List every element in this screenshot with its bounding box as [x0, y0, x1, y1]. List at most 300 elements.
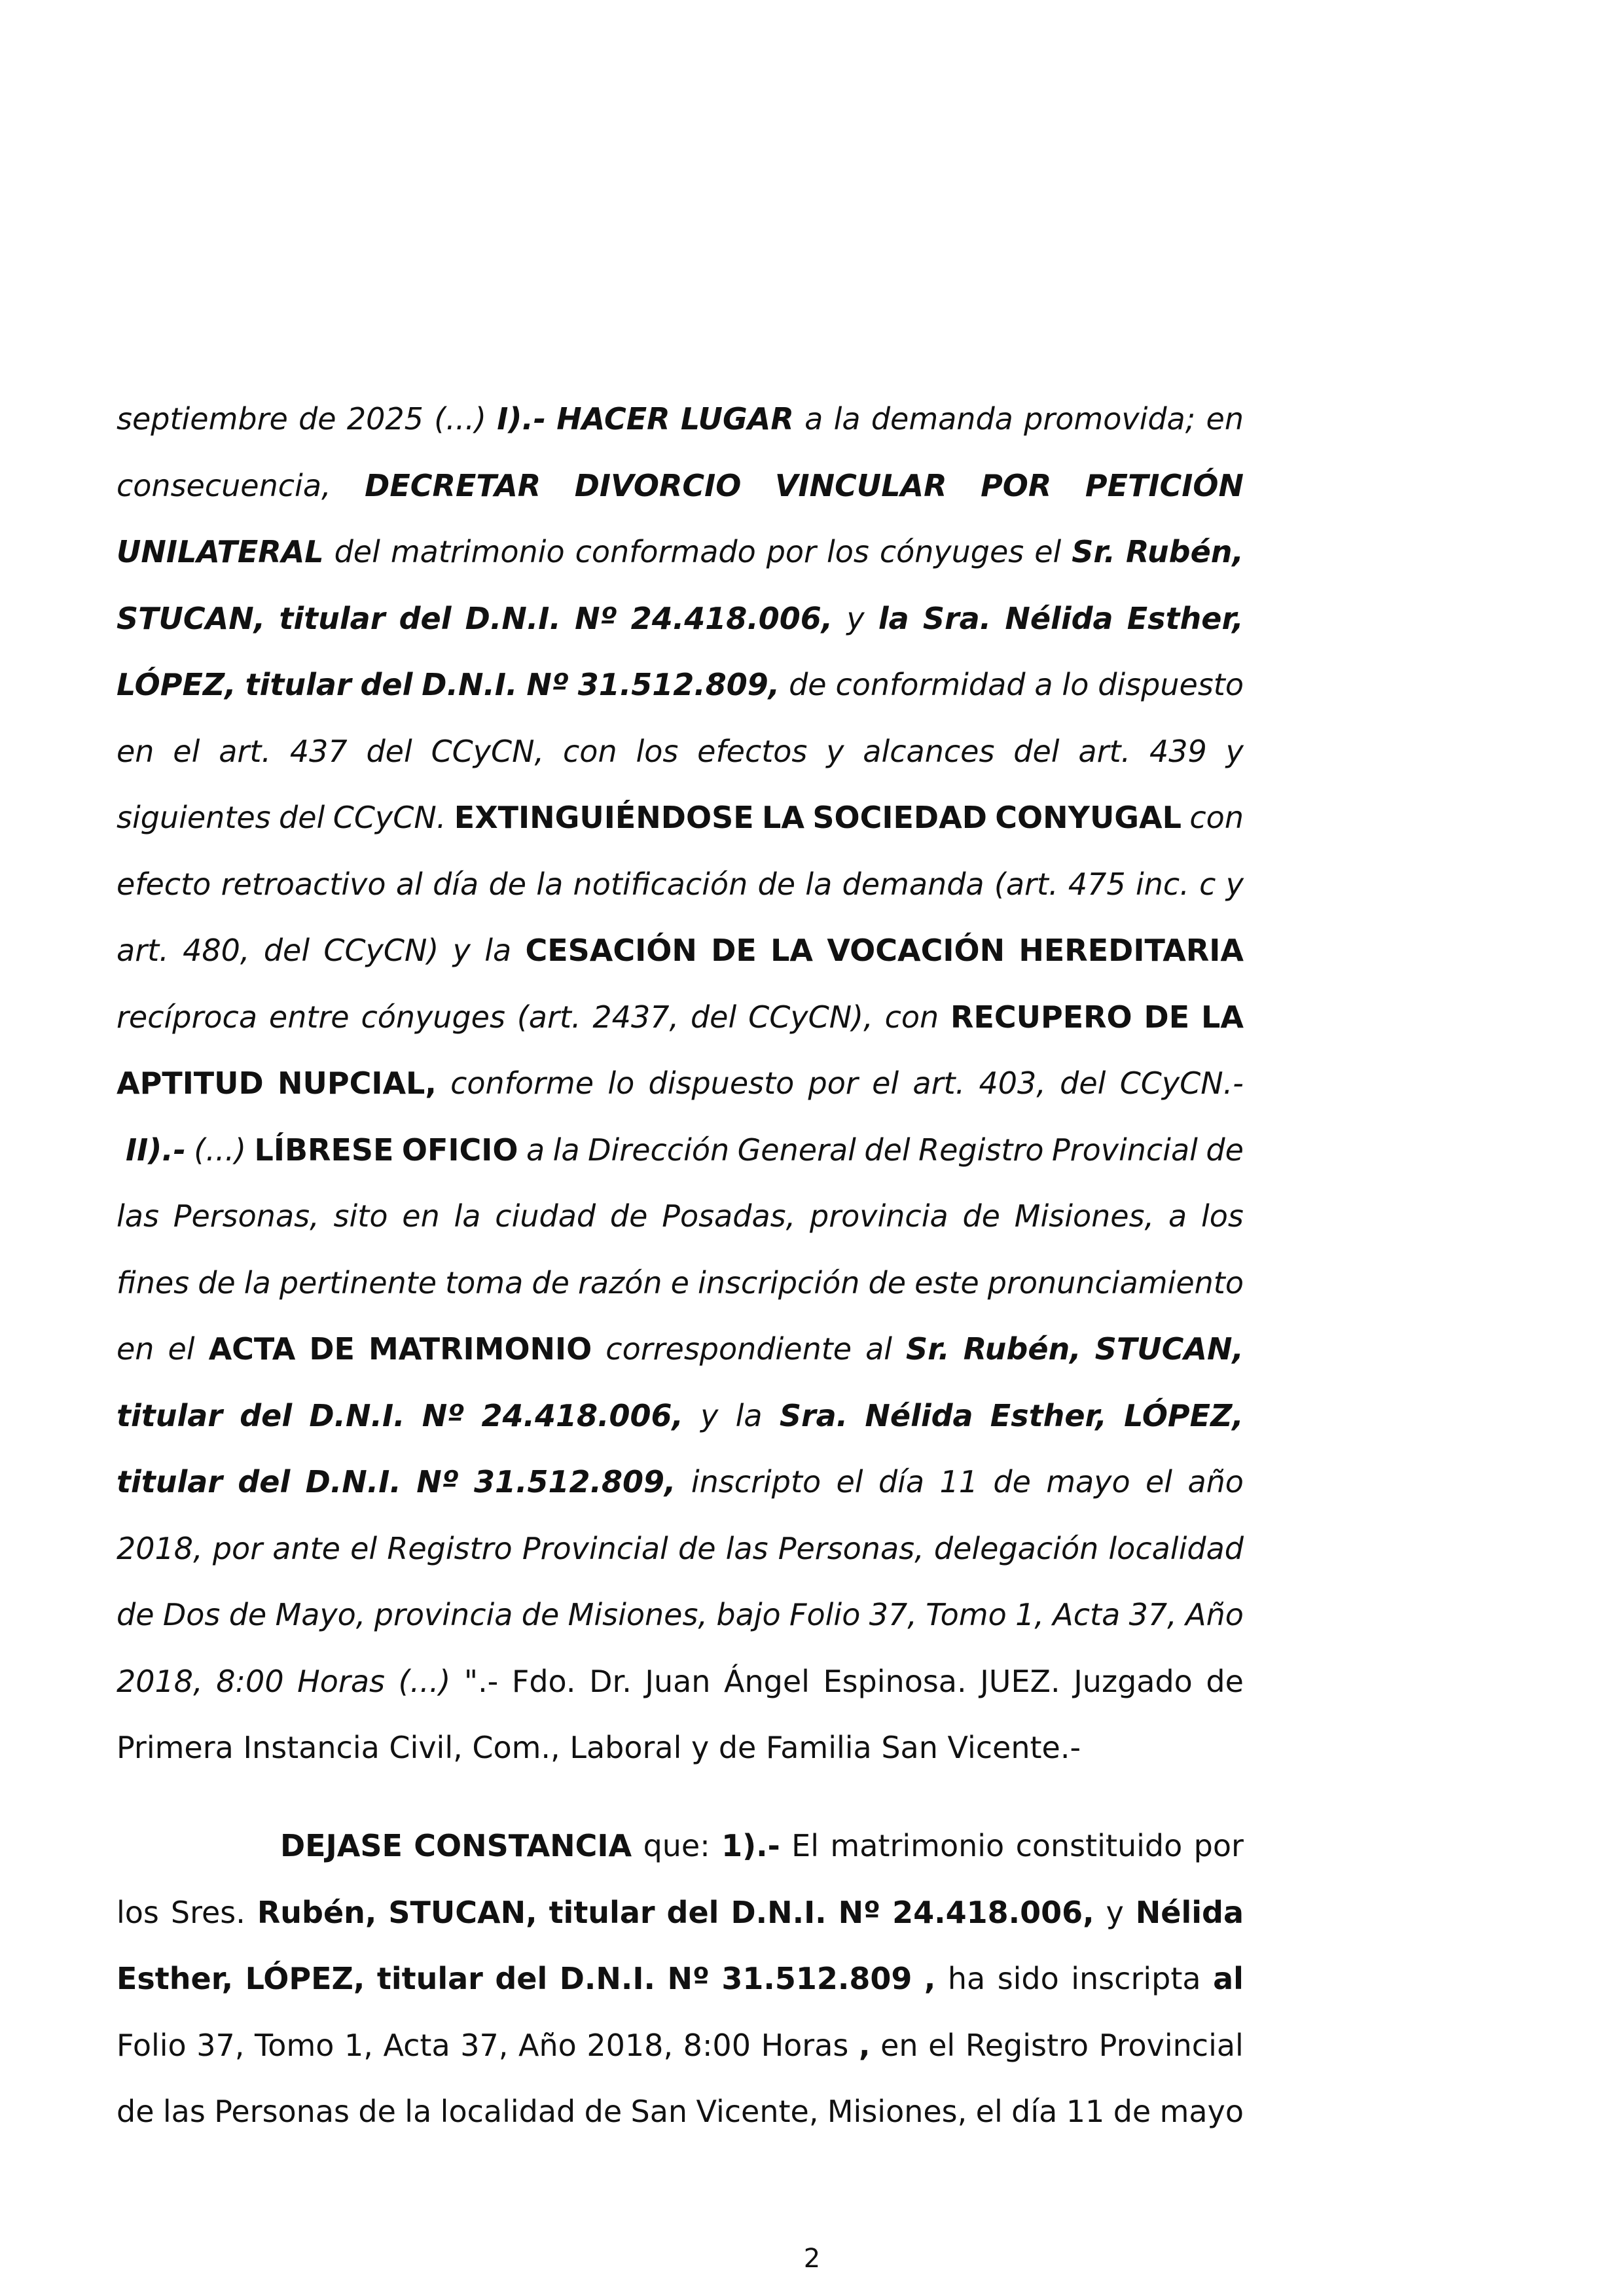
line-word: Sra. [779, 1397, 848, 1433]
line-word: Tomo [255, 2027, 334, 2063]
line-word: Vicente.- [947, 1730, 1081, 1765]
line-word: Provincial [522, 1530, 668, 1566]
text-line [117, 652, 1244, 717]
line-word: efectos [697, 733, 808, 769]
line-word: con [563, 733, 617, 769]
line-word: titular [117, 1397, 223, 1433]
text-line [117, 719, 1244, 784]
line-word: Nº [416, 1464, 459, 1499]
line-word: 480, [183, 933, 250, 968]
line-word: LUGAR [680, 401, 794, 437]
line-word: 31.512.809, [474, 1464, 676, 1499]
line-word: APTITUD [117, 1066, 264, 1101]
line-word: en [117, 1331, 154, 1367]
line-word: UNILATERAL [117, 534, 324, 569]
line-word: bajo [716, 1597, 781, 1632]
line-word: CCyCN) [323, 933, 439, 968]
line-word: DEJASE [280, 1828, 403, 1863]
line-word: Esther, [1127, 600, 1244, 636]
line-word: Primera [117, 1730, 234, 1765]
line-word: titular [549, 1894, 655, 1930]
text-line [117, 1250, 1244, 1316]
line-word: de [298, 401, 336, 437]
line-word: al [1213, 1961, 1244, 1996]
line-word: DECRETAR [365, 467, 541, 503]
line-word: del [238, 1464, 291, 1499]
text-line [117, 1715, 1244, 1780]
text-line [117, 453, 1244, 518]
line-word: la [833, 401, 861, 437]
line-word: 475 [1068, 866, 1126, 902]
line-word: el [1034, 534, 1062, 569]
line-word: las [725, 1530, 768, 1566]
line-word: Nélida [865, 1397, 973, 1433]
line-word: LÍBRESE [254, 1132, 394, 1168]
line-word: lo [1062, 667, 1089, 702]
line-word: del [666, 1894, 719, 1930]
line-word: la [484, 933, 512, 968]
line-word: DIVORCIO [574, 467, 742, 503]
line-word: CCyCN.- [1119, 1066, 1244, 1101]
line-word: Folio [117, 2027, 187, 2063]
line-word: la [454, 1198, 481, 1234]
line-word: la [805, 866, 833, 902]
line-word: Misiones, [1014, 1198, 1155, 1234]
line-word: el [1145, 1464, 1173, 1499]
line-word: D.N.I. [465, 600, 561, 636]
line-word: PETICIÓN [1085, 467, 1244, 503]
line-word: D.N.I. [731, 1894, 827, 1930]
line-word: RECUPERO [950, 999, 1132, 1035]
text-line [117, 1183, 1244, 1249]
line-word: CONYUGAL [995, 800, 1182, 835]
line-word: de [678, 1530, 716, 1566]
line-word: a [1034, 667, 1053, 702]
text-line [117, 1880, 1244, 1945]
line-word: localidad [1108, 1530, 1244, 1566]
line-word: ciudad [495, 1198, 596, 1234]
line-word: correspondiente [605, 1331, 852, 1367]
line-word: Acta [1053, 1597, 1121, 1632]
line-word: OFICIO [401, 1132, 518, 1168]
line-word: 437 [289, 733, 348, 769]
line-word: 1, [344, 2027, 373, 2063]
line-word: Familia [765, 1730, 872, 1765]
line-word: CCyCN, [431, 733, 545, 769]
line-word: D.N.I. [305, 1464, 401, 1499]
line-word: 37, [1128, 1597, 1177, 1632]
line-word: Fdo. [511, 1663, 576, 1699]
line-word: titular [117, 1464, 223, 1499]
line-word: cónyuges [879, 534, 1024, 569]
line-word: Vicente, [696, 2094, 819, 2129]
line-word: provincia [810, 1198, 948, 1234]
line-word: 37, [460, 2027, 509, 2063]
line-word: del [360, 667, 413, 702]
line-word: al [865, 1331, 893, 1367]
line-word: provincia [374, 1597, 513, 1632]
text-line [117, 1649, 1244, 1714]
line-word: inscripto [691, 1464, 821, 1499]
line-word: pronunciamiento [987, 1265, 1244, 1300]
line-word: (art. [516, 999, 581, 1035]
line-word: localidad [440, 2094, 576, 2129]
line-word: Mayo, [275, 1597, 366, 1632]
line-word: con [884, 999, 939, 1035]
line-word: Nélida [1135, 1894, 1244, 1930]
line-word: Año [1185, 1597, 1244, 1632]
line-word: 1).- [721, 1828, 780, 1863]
line-word: inscripción [697, 1265, 860, 1300]
line-word: del [366, 733, 412, 769]
text-line [117, 1383, 1244, 1448]
line-word: delegación [933, 1530, 1099, 1566]
line-word: razón [577, 1265, 662, 1300]
text-line [117, 852, 1244, 917]
line-word: el [350, 1530, 378, 1566]
line-word: conforme [450, 1066, 594, 1101]
line-word: demanda [871, 401, 1013, 437]
line-word: POR [981, 467, 1052, 503]
line-word: MATRIMONIO [368, 1331, 592, 1367]
line-word: a [526, 1132, 545, 1168]
line-word: en [1206, 401, 1244, 437]
line-word: de [532, 1265, 569, 1300]
line-word: titular [279, 600, 386, 636]
line-word: de [789, 667, 827, 702]
line-word: de [358, 2094, 396, 2129]
line-word: del [399, 600, 452, 636]
line-word: Personas, [778, 1530, 924, 1566]
line-word: los [1200, 1198, 1244, 1234]
line-word: y [1225, 866, 1244, 902]
line-word: retroactivo [221, 866, 386, 902]
line-word: lo [607, 1066, 635, 1101]
line-word: de [228, 1597, 267, 1632]
line-word: CCyCN. [333, 800, 446, 835]
line-word: LÓPEZ, [117, 667, 236, 702]
line-word: Rubén, [257, 1894, 377, 1930]
line-word: art. [219, 733, 271, 769]
line-word: notificación [573, 866, 748, 902]
line-word: del [690, 999, 737, 1035]
line-word: VOCACIÓN [827, 933, 1005, 968]
line-word: Ángel [724, 1663, 810, 1699]
line-word: matrimonio [390, 534, 565, 569]
line-word: mayo [1159, 2094, 1244, 2129]
line-word: la [244, 1265, 271, 1300]
line-word: Nº [526, 667, 569, 702]
line-word: (...) [194, 1132, 247, 1168]
line-word: el [928, 2027, 956, 2063]
line-word: titular [245, 667, 352, 702]
line-word: recíproca [117, 999, 258, 1035]
line-word: Nélida [1005, 600, 1113, 636]
line-word: este [914, 1265, 979, 1300]
line-word: VINCULAR [774, 467, 947, 503]
line-word: Nº [422, 1397, 465, 1433]
line-word: entre [268, 999, 350, 1035]
line-word: el [836, 1464, 863, 1499]
line-word: de [117, 2094, 154, 2129]
line-word: por [212, 1530, 263, 1566]
line-word: de [488, 866, 527, 902]
line-word: Provincial [1051, 1132, 1198, 1168]
line-word: por [808, 1066, 858, 1101]
line-word: mayo [1046, 1464, 1130, 1499]
line-word: del [279, 800, 325, 835]
line-word: la [552, 1132, 580, 1168]
text-line [117, 1946, 1244, 2011]
text-line [117, 1050, 1244, 1116]
line-word: 11 [1066, 2094, 1105, 2129]
line-word: Acta [383, 2027, 450, 2063]
line-word: 31.512.809, [577, 667, 780, 702]
line-word: demanda [842, 866, 984, 902]
line-word: ha [947, 1961, 986, 1996]
line-word: Civil, [389, 1730, 463, 1765]
line-word: DE [309, 1331, 355, 1367]
line-word: 8:00 [683, 2027, 751, 2063]
line-word: 8:00 [216, 1663, 284, 1699]
line-word: 24.418.006, [892, 1894, 1094, 1930]
line-word: Dr. [589, 1663, 632, 1699]
line-word: sito [333, 1198, 388, 1234]
line-word: de [1113, 2094, 1151, 2129]
line-word: 2018, [117, 1530, 203, 1566]
line-word: sido [997, 1961, 1059, 1996]
line-word: (...) [434, 401, 486, 437]
line-word: la [536, 866, 564, 902]
line-word: Provincial [1098, 2027, 1244, 2063]
line-word: efecto [117, 866, 211, 902]
line-word: 37, [869, 1597, 917, 1632]
line-word: EXTINGUIÉNDOSE [454, 800, 754, 835]
line-word: Rubén, [963, 1331, 1081, 1367]
line-word: de [962, 1198, 1000, 1234]
line-word: la [735, 1397, 763, 1433]
line-word: I).- [497, 401, 546, 437]
line-word: del [240, 1397, 293, 1433]
line-word: fines [117, 1265, 190, 1300]
line-word: General [737, 1132, 856, 1168]
line-word: conformado [575, 534, 756, 569]
line-word: por [1193, 1828, 1244, 1863]
line-word: Juan [645, 1663, 711, 1699]
line-word: dispuesto [1098, 667, 1244, 702]
line-word: LÓPEZ, [245, 1961, 365, 1996]
line-word: y [1106, 1894, 1124, 1930]
text-line [117, 1316, 1244, 1382]
line-word: Personas [214, 2094, 350, 2129]
line-word: y [700, 1397, 719, 1433]
line-word: ACTA [208, 1331, 296, 1367]
line-word: día [433, 866, 479, 902]
line-word: D.N.I. [309, 1397, 405, 1433]
line-word: LÓPEZ, [1124, 1397, 1244, 1433]
line-word: y [846, 600, 865, 636]
line-word: Año [518, 2027, 577, 2063]
line-word: Personas, [173, 1198, 319, 1234]
line-word: Sr. [1072, 534, 1116, 569]
line-word: Registro [965, 2027, 1089, 2063]
line-word: la [405, 2094, 432, 2129]
line-word: constituido [1015, 1828, 1183, 1863]
line-word: las [117, 1198, 159, 1234]
line-word: del [334, 534, 380, 569]
line-word: y [452, 933, 471, 968]
line-word: el [173, 733, 200, 769]
line-word: STUCAN, [388, 1894, 537, 1930]
line-word: el [168, 1331, 195, 1367]
line-word: de [1206, 1663, 1244, 1699]
line-word: Nº [838, 1894, 881, 1930]
line-word: Horas [761, 2027, 849, 2063]
line-word: CCyCN), [748, 999, 873, 1035]
text-line [117, 1582, 1244, 1647]
line-word: c [1199, 866, 1216, 902]
line-word: HEREDITARIA [1019, 933, 1244, 968]
line-word: Rubén, [1125, 534, 1244, 569]
line-word: Registro [918, 1132, 1044, 1168]
line-word: San [630, 2094, 688, 2129]
line-word: en [402, 1198, 440, 1234]
line-word: art. [912, 1066, 965, 1101]
line-word: Misiones, [827, 2094, 967, 2129]
line-word: siguientes [117, 800, 271, 835]
line-word: Sres. [170, 1894, 245, 1930]
line-word: de [198, 1265, 236, 1300]
line-word: 2018, [586, 2027, 674, 2063]
line-word: Registro [387, 1530, 513, 1566]
line-word: 1, [1015, 1597, 1044, 1632]
text-line [117, 2079, 1244, 2144]
line-word: ".- [463, 1663, 499, 1699]
line-word: Laboral [569, 1730, 682, 1765]
line-word: STUCAN, [117, 600, 266, 636]
text-line [117, 1117, 1244, 1183]
line-word: por [766, 534, 816, 569]
line-word: a [1168, 1198, 1187, 1234]
line-word: (...) [398, 1663, 451, 1699]
line-word: del [495, 1961, 548, 1996]
line-word: día [878, 1464, 925, 1499]
line-word: HACER [556, 401, 670, 437]
line-word: Instancia [243, 1730, 380, 1765]
line-word: promovida; [1024, 401, 1196, 437]
line-word: 11 [939, 1464, 979, 1499]
line-word: consecuencia, [117, 467, 331, 503]
line-word: pertinente [279, 1265, 437, 1300]
line-word: año [1187, 1464, 1244, 1499]
line-word: Dirección [588, 1132, 730, 1168]
line-word: 24.418.006, [630, 600, 833, 636]
line-word: San [881, 1730, 938, 1765]
page-number: 2 [803, 2244, 821, 2274]
line-word: día [1011, 2094, 1058, 2129]
line-word: Tomo [926, 1597, 1007, 1632]
line-word: art. [117, 933, 169, 968]
line-word: a [804, 401, 823, 437]
line-word: LA [762, 800, 804, 835]
line-word: STUCAN, [1094, 1331, 1244, 1367]
text-line [117, 1449, 1244, 1515]
line-word: 403, [979, 1066, 1046, 1101]
line-word: Espinosa. [823, 1663, 967, 1699]
line-word: de [117, 1597, 154, 1632]
line-word: Dos [162, 1597, 221, 1632]
line-word: 2025 [346, 401, 424, 437]
text-line [117, 1516, 1244, 1581]
line-word: DE [711, 933, 757, 968]
text-line [117, 2013, 1244, 2078]
line-word: Esther, [117, 1961, 234, 1996]
text-line [117, 386, 1244, 452]
text-line [117, 984, 1244, 1050]
line-word: de [1206, 1132, 1244, 1168]
line-word: D.N.I. [422, 667, 518, 702]
line-word: ante [272, 1530, 340, 1566]
line-word: Misiones, [568, 1597, 708, 1632]
line-word: inc. [1135, 866, 1189, 902]
line-word: Sra. [922, 600, 992, 636]
line-word: El [791, 1828, 819, 1863]
line-word: del [864, 1132, 911, 1168]
line-word: Sr. [906, 1331, 950, 1367]
line-word: y [826, 733, 844, 769]
line-word: conformidad [835, 667, 1026, 702]
line-word: el [975, 2094, 1003, 2129]
line-word: septiembre [117, 401, 288, 437]
line-word: de [993, 1464, 1031, 1499]
line-word: SOCIEDAD [812, 800, 987, 835]
line-word: 2018, [117, 1663, 203, 1699]
line-word: con [1189, 800, 1244, 835]
text-line [117, 519, 1244, 584]
line-word: II).- [126, 1132, 186, 1168]
line-word: de [584, 2094, 623, 2129]
text-line [117, 586, 1244, 651]
line-word: en [880, 2027, 918, 2063]
line-word: y [691, 1730, 710, 1765]
line-word: , [924, 1961, 936, 1996]
line-word: Posadas, [662, 1198, 796, 1234]
line-word: el [872, 1066, 899, 1101]
line-word: 24.418.006, [481, 1397, 683, 1433]
text-line [117, 918, 1244, 983]
text-line [117, 785, 1244, 850]
line-word: las [162, 2094, 206, 2129]
line-word: LA [1201, 999, 1244, 1035]
line-word: 31.512.809 [721, 1961, 912, 1996]
line-word: toma [445, 1265, 524, 1300]
line-word: LA [770, 933, 814, 968]
line-word: e [670, 1265, 689, 1300]
line-word: Com., [472, 1730, 560, 1765]
text-line [117, 1813, 1244, 1878]
line-word: 439 [1149, 733, 1207, 769]
line-word: Juzgado [1074, 1663, 1193, 1699]
line-word: NUPCIAL, [278, 1066, 437, 1101]
line-word: 2437, [592, 999, 679, 1035]
line-word: CESACIÓN [525, 933, 697, 968]
line-word: del [1013, 733, 1060, 769]
line-word: , [858, 2027, 871, 2063]
line-word: de [609, 1198, 648, 1234]
line-word: los [636, 733, 679, 769]
line-word: inscripta [1071, 1961, 1201, 1996]
line-word: al [395, 866, 423, 902]
